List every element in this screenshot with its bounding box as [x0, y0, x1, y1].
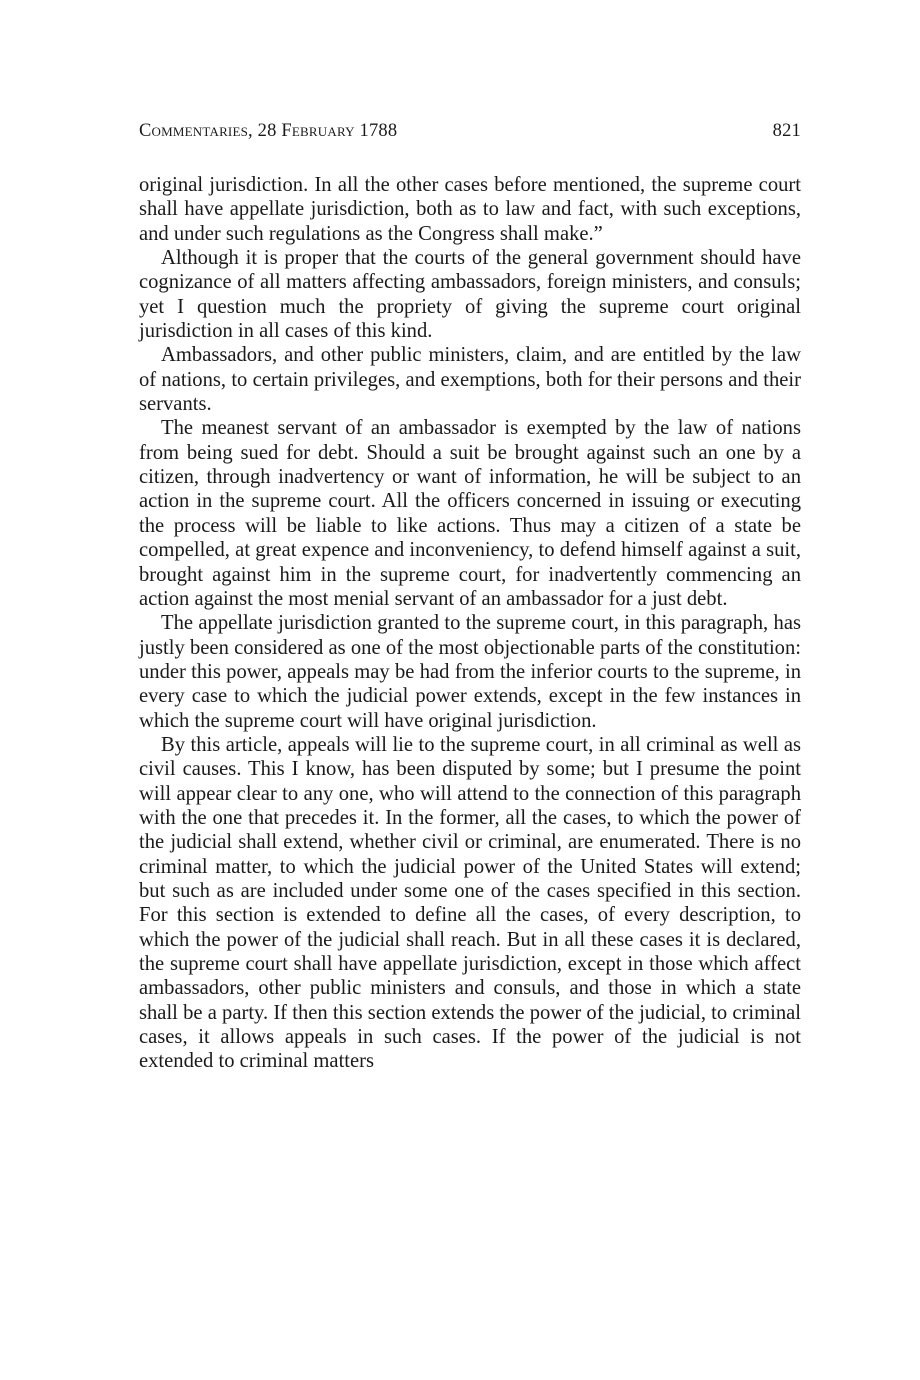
paragraph-continued: original jurisdiction. In all the other cases before mentioned, the supreme court shall have appellate jurisdiction, both as to law and fact, with such exceptions, and under such regulations as the Congress shall make.”: [139, 174, 801, 245]
paragraph: By this article, appeals will lie to the supreme court, in all criminal as well as civil causes. This I know, has been disputed by some; but I presume the point will appear clear to any one, who will attend to the connection of this paragraph with the one that precedes it. In the former, all the cases, to which the power of the judicial shall extend, whether civil or criminal, are enumerated. There is no criminal matter, to which the judicial power of the United States will extend; but such as are included under some one of the cases specified in this section. For this section is extended to define all the cases, of every description, to which the power of the judicial shall reach. But in all these cases it is declared, the supreme court shall have appellate jurisdiction, except in those which affect ambassadors, other public ministers and consuls, and those in which a state shall be a party. If then this section extends the power of the judicial, to criminal cases, it allows appeals in such cases. If the power of the judicial is not extended to criminal matters: [139, 733, 801, 1073]
body-text: [139, 173, 801, 1074]
paragraph: Although it is proper that the courts of the general government should have cognizance of all matters affecting ambassadors, foreign ministers, and consuls; yet I question much the propriety of giving the supreme court original jurisdiction in all cases of this kind.: [139, 247, 801, 343]
paragraph: The appellate jurisdiction granted to the supreme court, in this paragraph, has justly been considered as one of the most objectionable parts of the constitution: under this power, appeals may be had from the inferior courts to the supreme, in every case to which the judicial power extends, except in the few instances in which the supreme court will have original jurisdiction.: [139, 612, 801, 732]
running-title: Commentaries, 28 February 1788: [139, 121, 398, 141]
paragraph: The meanest servant of an ambassador is exempted by the law of nations from being sued for debt. Should a suit be brought against such an one by a citizen, through inadvertency or want of information, he will be subject to an action in the supreme court. All the officers concerned in issuing or executing the process will be liable to like actions. Thus may a citizen of a state be compelled, at great expence and inconveniency, to defend himself against a suit, brought against him in the supreme court, for inadvertently commencing an action against the most menial servant of an ambassador for a just debt.: [139, 417, 801, 610]
paragraph: Ambassadors, and other public ministers, claim, and are entitled by the law of nations, to certain privileges, and exemptions, both for their persons and their servants.: [139, 344, 801, 416]
running-head: [139, 121, 801, 151]
page-number: 821: [772, 121, 801, 141]
